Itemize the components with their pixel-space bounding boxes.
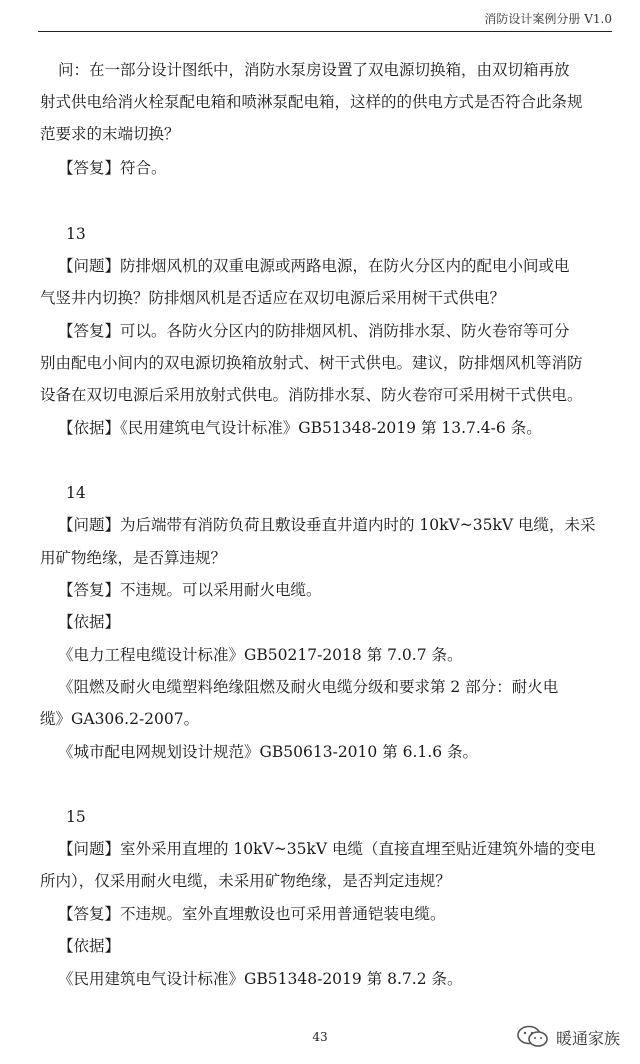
header-divider (38, 31, 612, 32)
answer-line: 【答复】不违规。可以采用耐火电缆。 (58, 581, 322, 599)
question-line: 【问题】室外采用直埋的 10kV~35kV 电缆（直接直埋至贴近建筑外墙的变电 (58, 840, 596, 858)
basis-line: 【依据】《民用建筑电气设计标准》GB51348-2019 第 13.7.4-6 条。 (58, 419, 542, 437)
answer-line: 设备在双切电源后采用放射式供电。消防排水泵、防火卷帘可采用树干式供电。 (40, 386, 583, 404)
item-number: 14 (66, 484, 86, 502)
wechat-icon (516, 1024, 550, 1050)
reference-line: 《阻燃及耐火电缆塑料绝缘阻燃及耐火电缆分级和要求第 2 部分：耐火电 (58, 678, 559, 696)
watermark (516, 1024, 620, 1050)
item-number: 15 (66, 808, 86, 826)
reference-line: 缆》GA306.2-2007。 (40, 710, 200, 728)
basis-heading: 【依据】 (58, 613, 121, 631)
item-number: 13 (66, 225, 86, 243)
answer-line: 【答复】不违规。室外直埋敷设也可采用普通铠装电缆。 (58, 905, 446, 923)
question-line: 用矿物绝缘，是否算违规？ (40, 549, 227, 567)
question-line: 所内），仅采用耐火电缆，未采用矿物绝缘，是否判定违规？ (40, 872, 451, 890)
paragraph-line: 射式供电给消火栓泵配电箱和喷淋泵配电箱，这样的的供电方式是否符合此条规 (40, 93, 583, 111)
answer-line: 别由配电小间内的双电源切换箱放射式、树干式供电。建议，防排烟风机等消防 (40, 354, 583, 372)
page-number: 43 (312, 1030, 328, 1044)
answer-line: 【答复】可以。各防火分区内的防排烟风机、消防排水泵、防火卷帘等可分 (58, 322, 570, 340)
question-line: 【问题】防排烟风机的双重电源或两路电源，在防火分区内的配电小间或电 (58, 257, 570, 275)
answer-line: 【答复】符合。 (58, 159, 167, 177)
question-line: 【问题】为后端带有消防负荷且敷设垂直井道内时的 10kV~35kV 电缆，未采 (58, 516, 596, 534)
watermark-text: 暖通家族 (555, 1028, 620, 1048)
basis-heading: 【依据】 (58, 937, 121, 955)
header-title: 消防设计案例分册 V1.0 (484, 12, 612, 26)
reference-line: 《城市配电网规划设计规范》GB50613-2010 第 6.1.6 条。 (58, 743, 478, 761)
paragraph-line: 问：在一部分设计图纸中，消防水泵房设置了双电源切换箱，由双切箱再放 (58, 61, 570, 79)
reference-line: 《民用建筑电气设计标准》GB51348-2019 第 8.7.2 条。 (58, 970, 463, 988)
question-line: 气竖井内切换？防排烟风机是否适应在双切电源后采用树干式供电？ (40, 289, 506, 307)
reference-line: 《电力工程电缆设计标准》GB50217-2018 第 7.0.7 条。 (58, 646, 463, 664)
paragraph-line: 范要求的末端切换？ (40, 125, 180, 143)
